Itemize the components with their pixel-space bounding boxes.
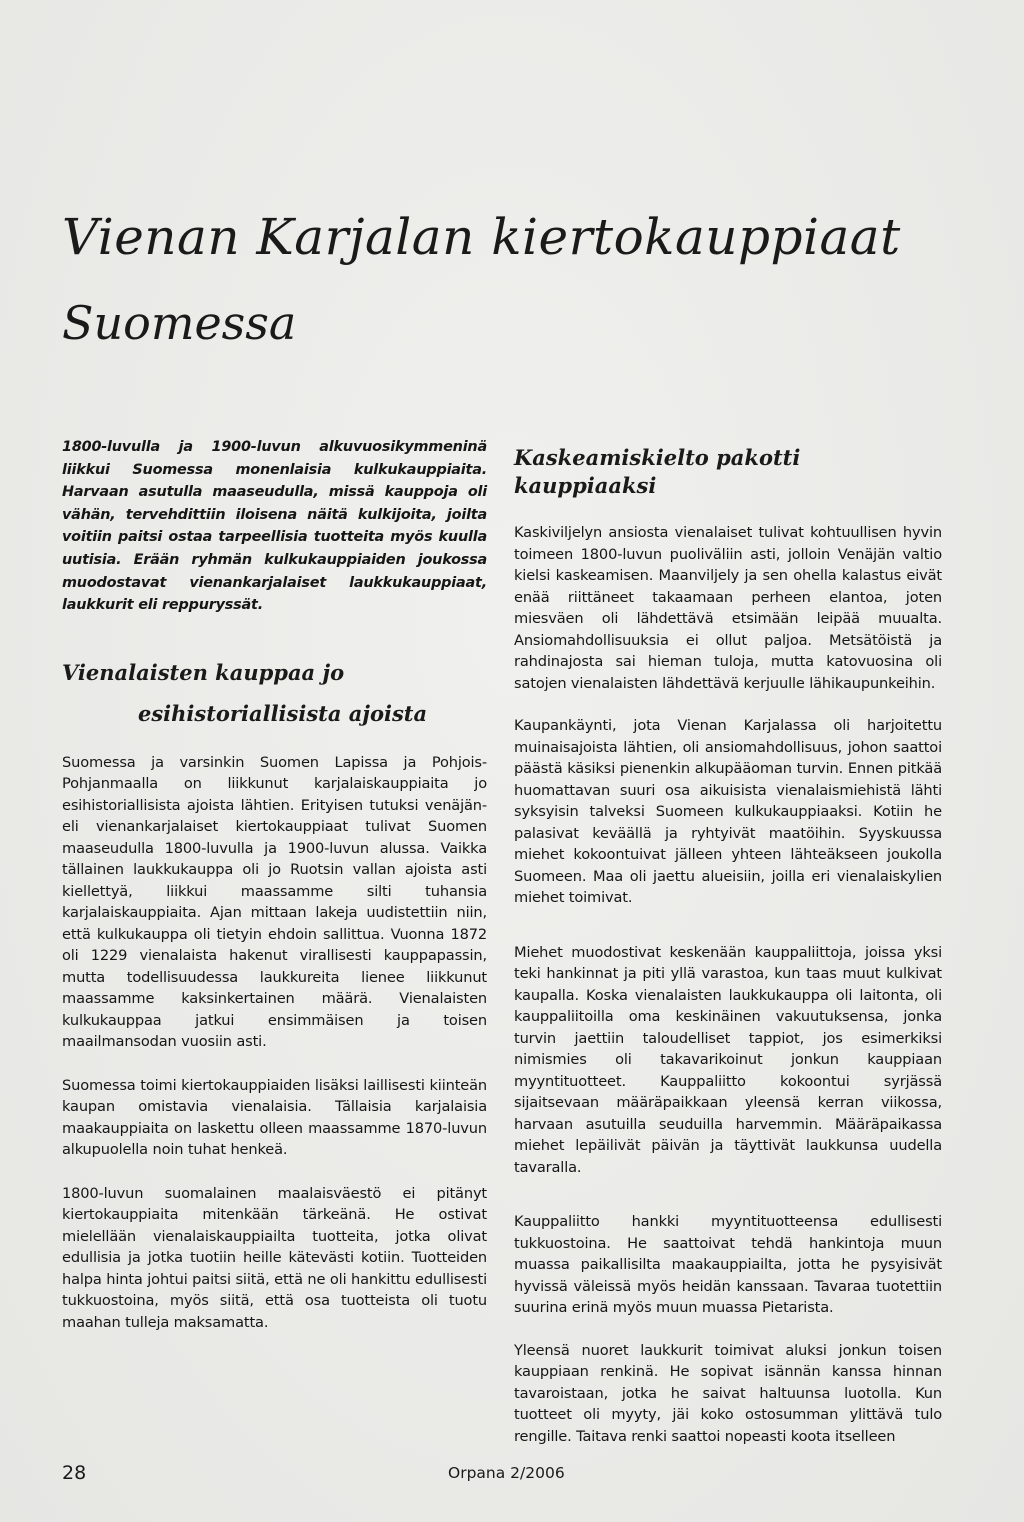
section2-paragraph: Yleensä nuoret laukkurit toimivat aluksi jonkun toisen kauppiaan renkinä. He sopivat isännän kanssa hinnan tavaroistaan, jotka he saivat haltuunsa luotolla. Kun tuotteet oli myyty, jäi koko ostosumman ylittävä tulo rengille. Taitava renki saattoi nopeasti koota itselleen <box>514 1341 942 1445</box>
left-column <box>62 436 487 1333</box>
article-title-line2: Suomessa <box>62 296 297 350</box>
section1-heading-line2: esihistoriallisista ajoista <box>138 700 428 726</box>
section1-paragraph: Suomessa ja varsinkin Suomen Lapissa ja Pohjois-Pohjanmaalla on liikkunut karjalaiskauppiaita jo esihistoriallisista ajoista lähtien. Erityisen tutuksi venäjän- eli vienankarjalaiset kiertokauppiaat tulivat Suomen maaseudulla 1800-luvulla ja 1900-luvun alussa. Vaikka tällainen laukkukauppa oli jo Ruotsin vallan ajoista asti kiellettyä, liikkui maassamme silti tuhansia karjalaiskauppiaita. Ajan mittaan lakeja uudistettiin niin, että kulkukauppa oli tietyin ehdoin sallittua. Vuonna 1872 oli 1229 vienalaista hakenut virallisesti kauppapassin, mutta todellisuudessa laukkureita lienee liikkunut maassamme kaksinkertainen määrä. Vienalaisten kulkukauppaa jatkui ensimmäisen ja toisen maailmansodan vuosiin asti. <box>62 753 487 1051</box>
article-lead: 1800-luvulla ja 1900-luvun alkuvuosikymmeninä liikkui Suomessa monenlaisia kulkukauppiaita. Harvaan asutulla maaseudulla, missä kauppoja oli vähän, tervehdittiin iloisena näitä kulkijoita, joilta voitiin paitsi ostaa tarpeellisia tuotteita myös kuulla uutisia. Erään ryhmän kulkukauppiaiden joukossa muodostavat vienankarjalaiset laukkukauppiaat, laukkurit eli reppuryssät. <box>62 439 487 614</box>
section1-paragraph: 1800-luvun suomalainen maalaisväestö ei pitänyt kiertokauppiaita mitenkään tärkeänä. He ostivat mielellään vienalaiskauppiailta tuotteita, jotka olivat edullisia ja jotka tuotiin heille kätevästi kotiin. Tuotteiden halpa hinta johtui paitsi siitä, että ne oli hankittu edullisesti tukkuostoina, myös siitä, että osa tuotteista oli tuotu maahan tulleja maksamatta. <box>62 1184 487 1331</box>
magazine-issue: Orpana 2/2006 <box>448 1464 565 1482</box>
article-title-line1: Vienan Karjalan kiertokauppiaat <box>62 208 901 266</box>
section2-paragraph: Kaupankäynti, jota Vienan Karjalassa oli harjoitettu muinaisajoista lähtien, oli ansiomahdollisuus, johon saattoi päästä käsiksi pienenkin alkupääoman turvin. Ennen pitkää huomattavan suuri osa aikuisista vienalaismiehistä lähti syksyisin talveksi Suomeen kulkukauppiaaksi. Kotiin he palasivat keväällä ja ryhtyivät maatöihin. Syyskuussa miehet kokoontuivat jälleen yhteen lähteäkseen joukolla Suomeen. Maa oli jaettu alueisiin, joilla eri vienalaiskylien miehet toimivat. <box>514 717 942 906</box>
section1-heading <box>62 659 487 728</box>
section2-heading: Kaskeamiskielto pakotti kauppiaaksi <box>514 445 801 498</box>
right-column <box>514 436 942 1447</box>
section2-paragraph: Miehet muodostivat keskenään kauppaliittoja, joissa yksi teki hankinnat ja piti yllä varastoa, kun taas muut kulkivat kaupalla. Koska vienalaisten laukkukauppa oli laitonta, oli kauppaliitoilla oma keskinäinen vakuutuksensa, jonka turvin jaettiin taloudelliset tappiot, jos esimerkiksi nimismies oli takavarikoinut jonkun kauppiaan myyntituotteet. Kauppaliitto kokoontui syrjässä sijaitsevaan määräpaikkaan yleensä kerran viikossa, harvaan asutuilla seuduilla harvemmin. Määräpaikassa miehet lepäilivät päivän ja täyttivät laukkunsa uudella tavaralla. <box>514 943 942 1176</box>
section2-paragraph: Kauppaliitto hankki myyntituotteensa edullisesti tukkuostoina. He saattoivat tehdä hankintoja muun muassa paikallisilta maakauppiailta, jotta he pysyisivät hyvissä väleissä myös heidän kanssaan. Tavaraa tuotettiin suurina erinä myös muun muassa Pietarista. <box>514 1213 942 1316</box>
section2-paragraph: Kaskiviljelyn ansiosta vienalaiset tulivat kohtuullisen hyvin toimeen 1800-luvun puoliväliin asti, jolloin Venäjän valtio kielsi kaskeamisen. Maanviljely ja sen ohella kalastus eivät enää riittäneet takaamaan perheen elantoa, joten miesväen oli lähdettävä etsimään leipää muualta. Ansiomahdollisuuksia ei ollut paljoa. Metsätöistä ja rahdinajosta sai hieman tuloja, mutta katovuosina oli satojen vienalaisten lähdettävä kerjuulle lähikaupunkeihin. <box>514 524 942 692</box>
section1-paragraph: Suomessa toimi kiertokauppiaiden lisäksi laillisesti kiinteän kaupan omistavia vienalaisia. Tällaisia karjalaisia maakauppiaita on laskettu olleen maassamme 1870-luvun alkupuolella noin tuhat henkeä. <box>62 1076 487 1159</box>
section1-heading-line1: Vienalaisten kauppaa jo <box>62 659 345 685</box>
page-number: 28 <box>62 1462 87 1484</box>
